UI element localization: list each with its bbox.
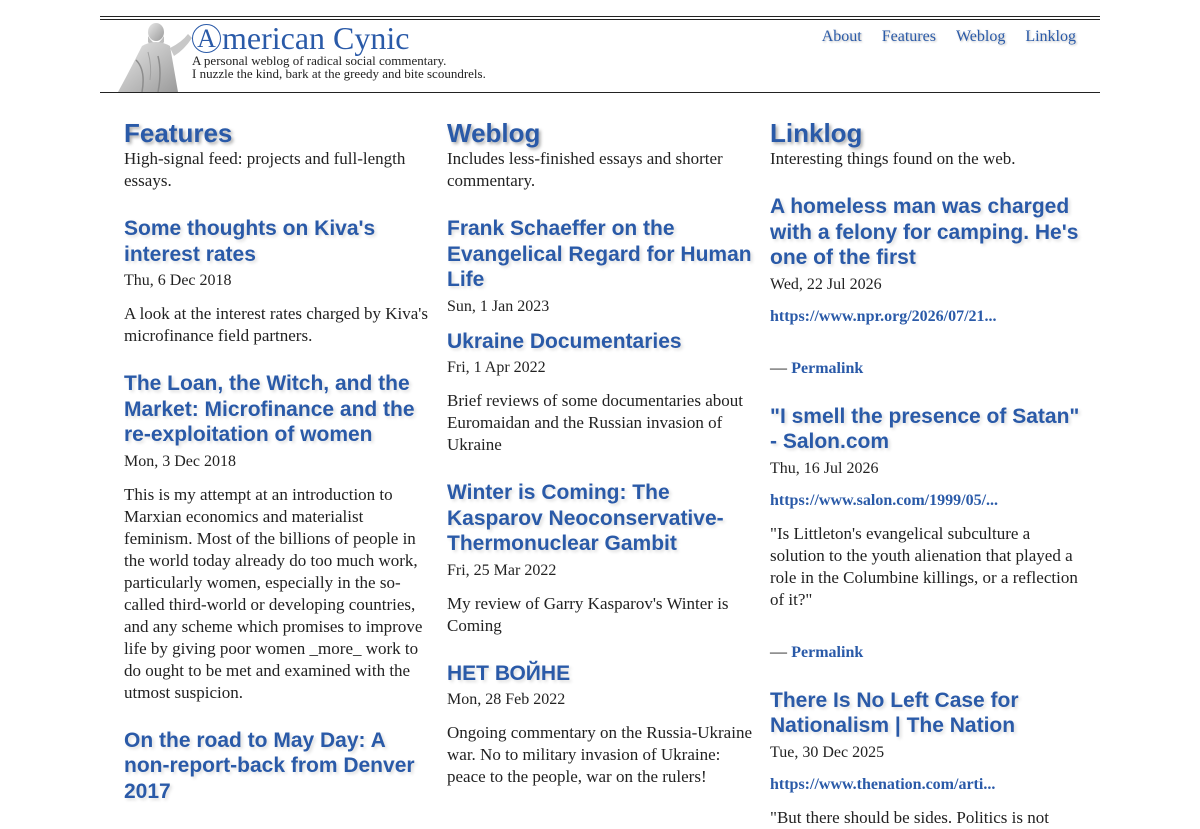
nav-weblog-link[interactable]: Weblog: [955, 28, 1006, 45]
feature-entry-date: Mon, 3 Dec 2018: [124, 452, 236, 470]
linklog-entry-title[interactable]: There Is No Left Case for Nationalism | The Nation: [770, 688, 1019, 737]
feature-entry-title[interactable]: The Loan, the Witch, and the Market: Microfinance and the re-exploitation of women: [124, 372, 415, 446]
linklog-entry-quote: "Is Littleton's evangelical subculture a solution to the youth alienation that played a role in the Columbine killings, or a reflection of it?": [770, 523, 1078, 609]
nav-about-link[interactable]: About: [821, 28, 862, 45]
site-tagline: [192, 54, 486, 80]
linklog-entry-url[interactable]: https://www.thenation.com/arti...: [770, 775, 996, 793]
features-heading: Features: [124, 118, 233, 148]
site-title-rest: merican Cynic: [222, 20, 410, 56]
weblog-entry-title[interactable]: Frank Schaeffer on the Evangelical Regard for Human Life: [447, 217, 752, 291]
site-title-initial: A: [192, 24, 221, 53]
header-rule-top: [100, 16, 1100, 17]
linklog-entry-date: Thu, 16 Jul 2026: [770, 459, 879, 477]
weblog-entry-summary: Brief reviews of some documentaries about Euromaidan and the Russian invasion of Ukraine: [447, 391, 743, 454]
tagline-line-2: I nuzzle the kind, bark at the greedy and bite scoundrels.: [192, 66, 486, 81]
tagline-line-1: A personal weblog of radical social commentary.: [192, 53, 447, 68]
linklog-entry-title[interactable]: "I smell the presence of Satan" - Salon.com: [770, 404, 1080, 453]
permalink-row: [770, 641, 1080, 664]
permalink-dash: —: [770, 641, 787, 661]
feature-entry-summary: This is my attempt at an introduction to Marxian economics and materialist feminism. Most of the billions of people in the world today already do too much work, particularly women, especially in the so-called third-world or developing countries, and any scheme which promises to improve life by giving poor women _more_ work to do ought to be met and examined with the utmost suspicion.: [124, 484, 423, 702]
linklog-entry-url[interactable]: https://www.npr.org/2026/07/21...: [770, 307, 997, 325]
weblog-entry-date: Fri, 1 Apr 2022: [447, 359, 546, 376]
feature-entry-title[interactable]: Some thoughts on Kiva's interest rates: [124, 217, 376, 266]
permalink-link[interactable]: Permalink: [791, 643, 864, 661]
weblog-entry-date: Sun, 1 Jan 2023: [447, 297, 550, 315]
header-rule-bottom: [100, 92, 1100, 93]
weblog-entry-title[interactable]: Ukraine Documentaries: [447, 329, 682, 353]
linklog-entry-date: Wed, 22 Jul 2026: [770, 275, 882, 293]
feature-entry-date: Thu, 6 Dec 2018: [124, 272, 232, 289]
permalink-dash: —: [770, 357, 787, 377]
feature-entry-summary: A look at the interest rates charged by Kiva's microfinance field partners.: [124, 304, 428, 345]
linklog-entry-url[interactable]: https://www.salon.com/1999/05/...: [770, 491, 999, 509]
weblog-entry-summary: Ongoing commentary on the Russia-Ukraine war. No to military invasion of Ukraine: peace to the people, war on the rulers!: [447, 723, 752, 786]
weblog-heading: Weblog: [447, 118, 541, 148]
top-nav: [822, 28, 1076, 46]
feature-entry-title[interactable]: On the road to May Day: A non-report-back from Denver 2017: [124, 728, 415, 803]
weblog-description: Includes less-finished essays and shorter commentary.: [447, 149, 723, 190]
linklog-description: Interesting things found on the web.: [770, 149, 1016, 168]
weblog-entry-summary: My review of Garry Kasparov's Winter is Coming: [447, 593, 729, 635]
features-description: High-signal feed: projects and full-length essays.: [124, 149, 406, 190]
nav-features-link[interactable]: Features: [881, 28, 936, 45]
linklog-entry-title[interactable]: A homeless man was charged with a felony for camping. He's one of the first: [770, 195, 1079, 269]
features-column: [124, 118, 434, 808]
nav-linklog-link[interactable]: Linklog: [1025, 28, 1076, 45]
permalink-row: [770, 357, 1080, 380]
weblog-entry-title[interactable]: НЕТ ВОЙНЕ: [447, 661, 571, 685]
linklog-entry-quote: "But there should be sides. Politics is not: [770, 807, 1049, 827]
linklog-column: [770, 118, 1080, 829]
weblog-entry-title[interactable]: Winter is Coming: The Kasparov Neoconservative-Thermonuclear Gambit: [447, 481, 724, 555]
permalink-link[interactable]: Permalink: [791, 359, 864, 377]
weblog-column: [447, 118, 757, 812]
linklog-entry-date: Tue, 30 Dec 2025: [770, 743, 885, 761]
weblog-entry-date: Mon, 28 Feb 2022: [447, 691, 566, 708]
site-title[interactable]: [192, 19, 409, 57]
weblog-entry-date: Fri, 25 Mar 2022: [447, 561, 557, 579]
cynic-statue-icon: [112, 20, 198, 92]
linklog-heading: Linklog: [770, 118, 863, 148]
